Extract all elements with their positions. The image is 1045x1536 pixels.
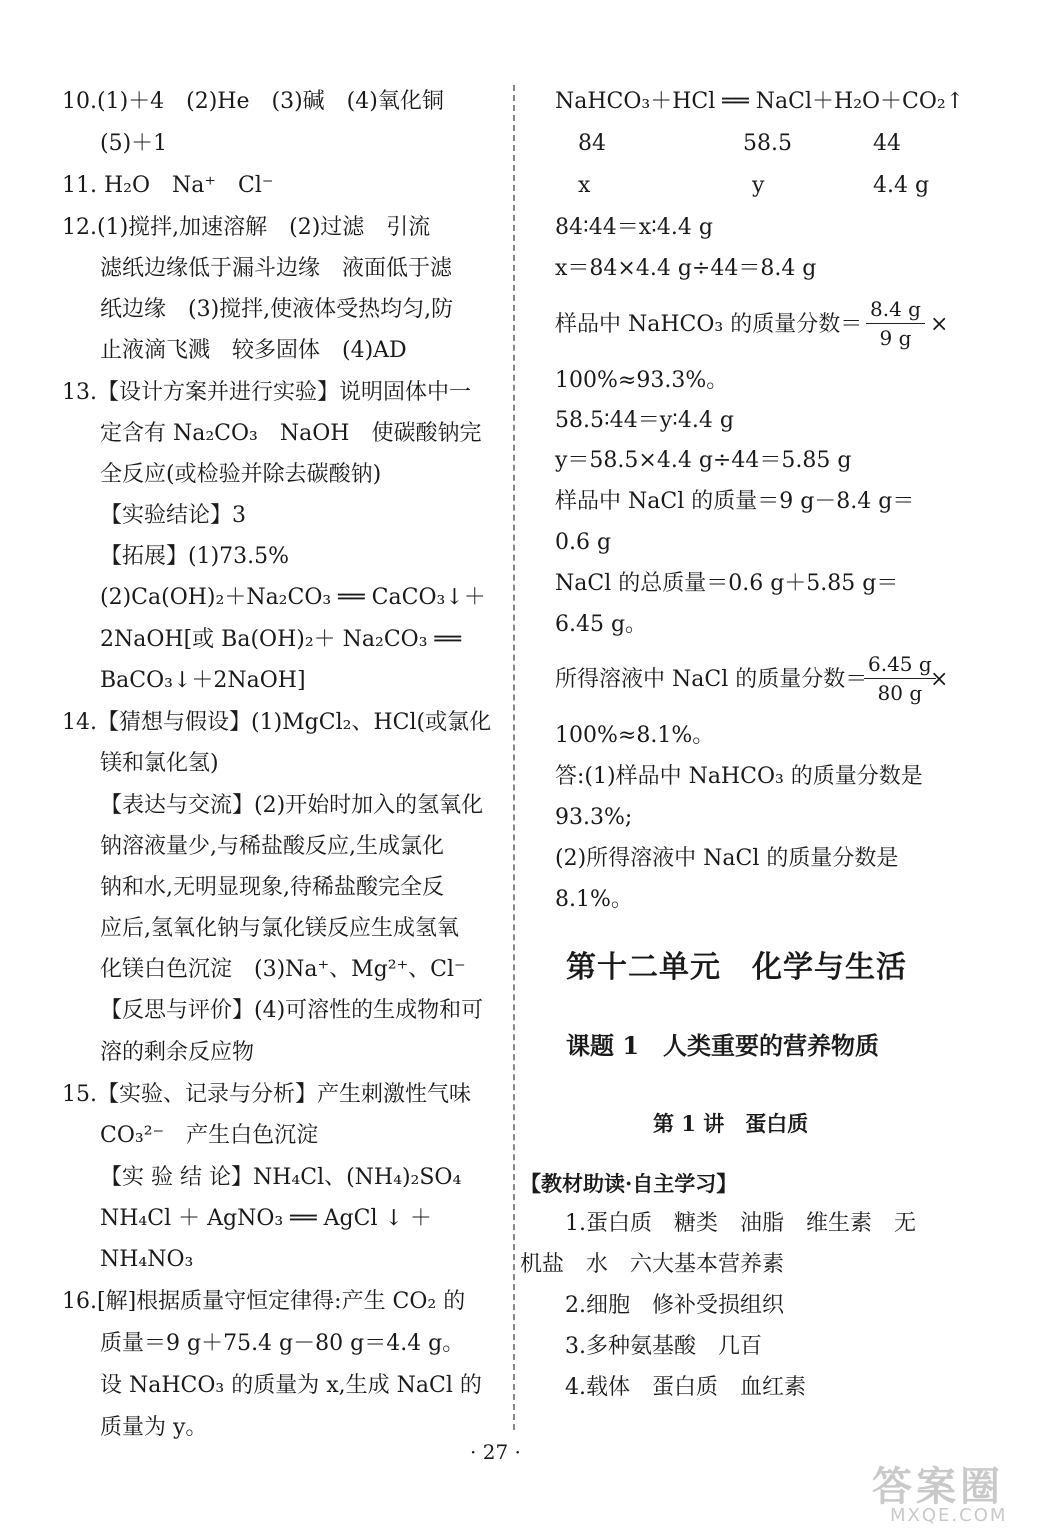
right-text-line: 4.4 g <box>873 173 930 198</box>
right-text-line: NaHCO₃＋HCl ══ NaCl＋H₂O＋CO₂↑ <box>555 89 965 114</box>
watermark-logo <box>850 1455 1035 1527</box>
right-text-line: x＝84×4.4 g÷44＝8.4 g <box>555 256 817 281</box>
section-label: 【教材助读·自主学习】 <box>520 1171 738 1196</box>
right-text-line: 93.3%; <box>555 805 633 830</box>
lesson-title: 课题 1 人类重要的营养物质 <box>566 1031 880 1060</box>
right-text-line: y <box>752 173 765 198</box>
watermark-url: MXQE.COM <box>890 1505 1008 1526</box>
left-text-line: 13.【设计方案并进行实验】说明固体中一 <box>62 380 471 405</box>
left-text-line: 【表达与交流】(2)开始时加入的氢氧化 <box>100 793 484 818</box>
left-text-line: 【实验结论】3 <box>100 503 246 528</box>
lecture-title: 第 1 讲 蛋白质 <box>653 1111 809 1136</box>
left-text-line: 滤纸边缘低于漏斗边缘 液面低于滤 <box>100 256 453 281</box>
page-number: · 27 · <box>470 1440 521 1464</box>
right-text-line: 0.6 g <box>555 530 612 555</box>
right-text-line: 44 <box>873 131 901 156</box>
fraction-numerator: 8.4 g <box>866 297 925 324</box>
right-text-line: 8.1%。 <box>555 887 633 912</box>
left-text-line: 2NaOH[或 Ba(OH)₂＋ Na₂CO₃ ══ <box>100 627 462 652</box>
right-text-line: × <box>930 312 949 337</box>
right-text-line: 所得溶液中 NaCl 的质量分数＝ <box>555 667 868 692</box>
left-text-line: 11. H₂O Na⁺ Cl⁻ <box>62 173 274 198</box>
right-text-line: 58.5∶44＝y∶4.4 g <box>555 408 734 433</box>
left-text-line: 全反应(或检验并除去碳酸钠) <box>100 462 382 487</box>
left-text-line: 止液滴飞溅 较多固体 (4)AD <box>100 338 407 363</box>
right-text-line: 机盐 水 六大基本营养素 <box>520 1252 785 1277</box>
left-text-line: 应后,氢氧化钠与氯化镁反应生成氢氧 <box>100 916 459 941</box>
left-text-line: 钠和水,无明显现象,待稀盐酸完全反 <box>100 875 444 900</box>
right-text-line: y＝58.5×4.4 g÷44＝5.85 g <box>555 448 852 473</box>
left-text-line: 【反思与评价】(4)可溶性的生成物和可 <box>100 998 484 1023</box>
left-text-line: CO₃²⁻ 产生白色沉淀 <box>100 1123 319 1148</box>
left-text-line: 14.【猜想与假设】(1)MgCl₂、HCl(或氯化 <box>62 710 492 735</box>
left-text-line: NH₄NO₃ <box>100 1247 194 1272</box>
left-text-line: 【拓展】(1)73.5% <box>100 544 290 569</box>
left-text-line: 质量＝9 g＋75.4 g－80 g＝4.4 g。 <box>100 1331 465 1356</box>
unit-title: 第十二单元 化学与生活 <box>566 950 907 985</box>
left-text-line: 12.(1)搅拌,加速溶解 (2)过滤 引流 <box>62 215 431 240</box>
left-text-line: 化镁白色沉淀 (3)Na⁺、Mg²⁺、Cl⁻ <box>100 957 466 982</box>
left-text-line: 纸边缘 (3)搅拌,使液体受热均匀,防 <box>100 297 454 322</box>
right-text-line: 100%≈93.3%。 <box>555 368 729 393</box>
right-text-line: 84∶44＝x∶4.4 g <box>555 215 713 240</box>
fraction-denominator: 80 g <box>877 681 923 705</box>
right-text-line: 100%≈8.1%。 <box>555 723 715 748</box>
fraction <box>864 652 936 705</box>
left-text-line: NH₄Cl ＋ AgNO₃ ══ AgCl ↓ ＋ <box>100 1206 432 1231</box>
left-text-line: 定含有 Na₂CO₃ NaOH 使碳酸钠完 <box>100 421 482 446</box>
right-text-line: NaCl 的总质量＝0.6 g＋5.85 g＝ <box>555 571 899 596</box>
fraction-numerator: 6.45 g <box>864 652 936 679</box>
right-text-line: 4.载体 蛋白质 血红素 <box>565 1375 806 1400</box>
right-text-line: × <box>930 667 949 692</box>
left-text-line: 镁和氯化氢) <box>100 751 219 776</box>
right-text-line: 84 <box>578 131 606 156</box>
left-text-line: 溶的剩余反应物 <box>100 1040 255 1065</box>
left-text-line: 15.【实验、记录与分析】产生刺激性气味 <box>62 1082 471 1107</box>
left-text-line: 16.[解]根据质量守恒定律得:产生 CO₂ 的 <box>62 1289 466 1314</box>
right-text-line: 样品中 NaCl 的质量＝9 g－8.4 g＝ <box>555 489 915 514</box>
fraction-denominator: 9 g <box>879 326 912 350</box>
right-text-line: 样品中 NaHCO₃ 的质量分数＝ <box>555 312 863 337</box>
right-text-line: 答:(1)样品中 NaHCO₃ 的质量分数是 <box>555 764 923 789</box>
right-text-line: 3.多种氨基酸 几百 <box>565 1334 762 1359</box>
right-text-line: 58.5 <box>743 131 792 156</box>
right-text-line: x <box>578 173 591 198</box>
left-text-line: (2)Ca(OH)₂＋Na₂CO₃ ══ CaCO₃↓＋ <box>100 585 486 610</box>
watermark-text: 答案圈 <box>872 1464 1004 1510</box>
left-text-line: 钠溶液量少,与稀盐酸反应,生成氯化 <box>100 834 444 859</box>
right-text-line: 2.细胞 修补受损组织 <box>565 1293 784 1318</box>
left-text-line: 质量为 y。 <box>100 1415 208 1440</box>
left-text-line: 10.(1)＋4 (2)He (3)碱 (4)氧化铜 <box>62 89 444 114</box>
left-text-line: BaCO₃↓＋2NaOH] <box>100 668 306 693</box>
left-text-line: 设 NaHCO₃ 的质量为 x,生成 NaCl 的 <box>100 1373 482 1398</box>
left-text-line: 【实 验 结 论】NH₄Cl、(NH₄)₂SO₄ <box>100 1165 462 1190</box>
right-text-line: 1.蛋白质 糖类 油脂 维生素 无 <box>565 1211 916 1236</box>
fraction <box>866 297 925 350</box>
left-text-line: (5)＋1 <box>100 131 168 156</box>
column-divider <box>513 85 515 1430</box>
right-text-line: 6.45 g。 <box>555 612 648 637</box>
right-text-line: (2)所得溶液中 NaCl 的质量分数是 <box>555 846 899 871</box>
